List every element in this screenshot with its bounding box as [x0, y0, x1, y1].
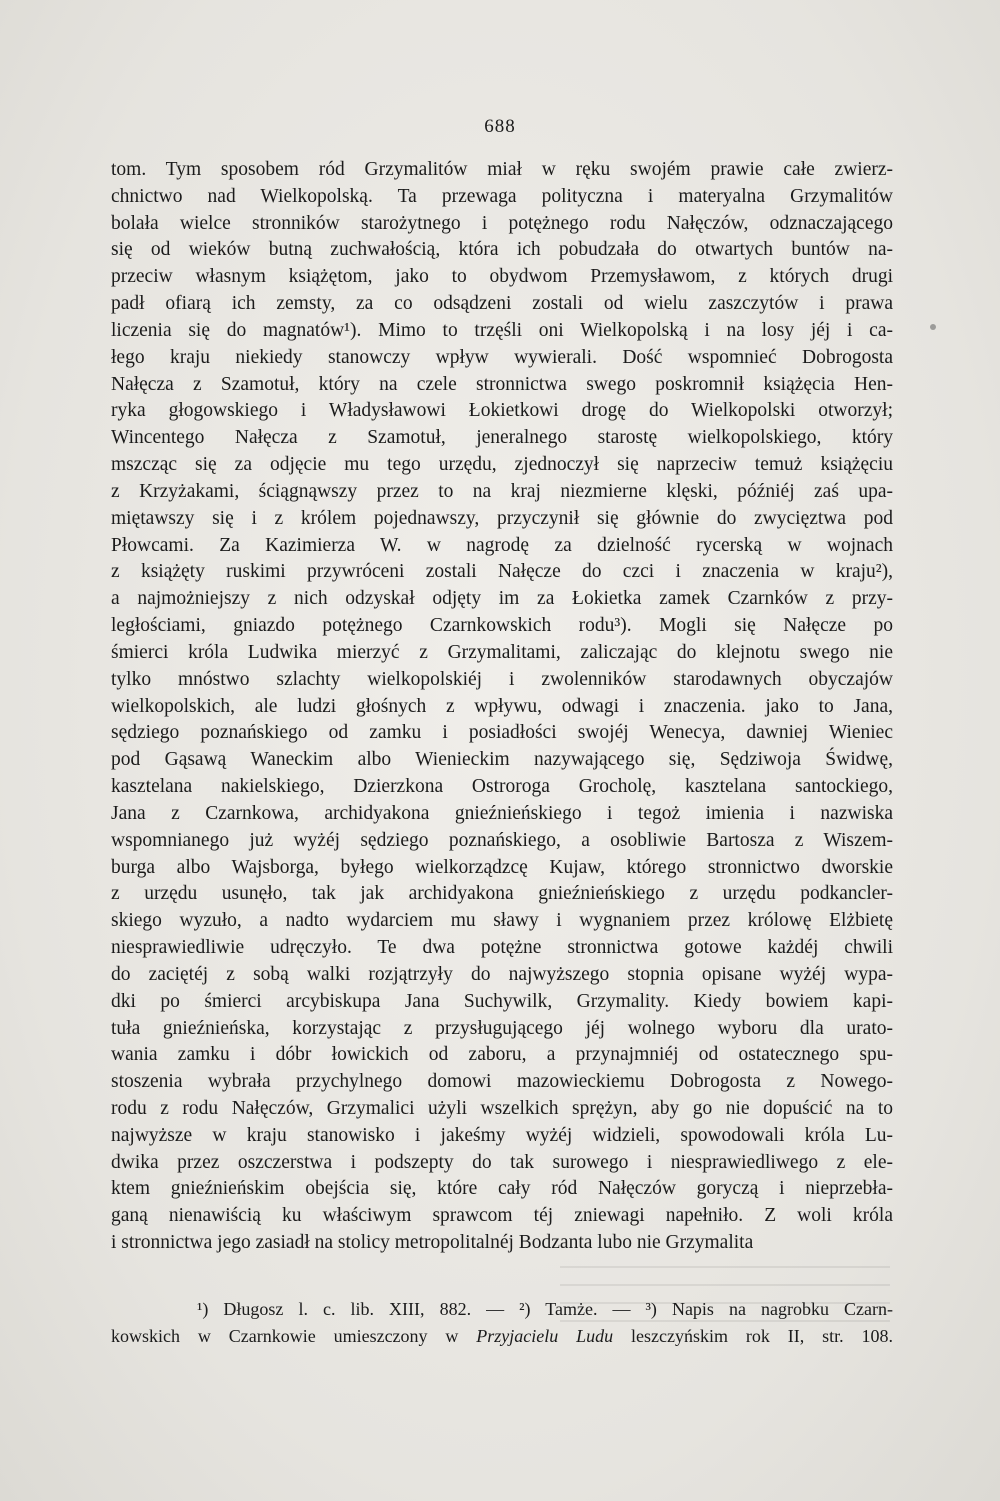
text-line: kasztelana nakielskiego, Dzierzkona Ostroroga Grocholę, kasztelana santockiego, [111, 776, 893, 798]
text-line: mszcząc się za odjęcie mu tego urzędu, zjednoczył się naprzeciw temuż książęciu [111, 454, 893, 476]
page-number: 688 [484, 116, 516, 137]
text-line: niesprawiedliwie udręczyło. Te dwa potężne stronnictwa gotowe każdéj chwili [111, 937, 893, 959]
text-line: Jana z Czarnkowa, archidyakona gnieźnieńskiego i tegoż imienia i nazwiska [111, 802, 893, 824]
text-line: dwika przez oszczerstwa i podszepty do tak surowego i niesprawiedliwego z ele- [111, 1151, 893, 1173]
text-line: Nałęcza z Szamotuł, który na czele stronnictwa swego poskromnił książęcia Hen- [111, 373, 893, 395]
text-line: śmierci króla Ludwika mierzyć z Grzymalitami, zaliczając do klejnotu swego nie [111, 641, 893, 663]
text-line: ryka głogowskiego i Władysławowi Łokietkowi drogę do Wielkopolski otworzył; [111, 400, 893, 422]
text-line: miętawszy się i z królem pojednawszy, przyczynił się głównie do zwycięztwa pod [111, 507, 893, 529]
text-line: burga albo Wajsborga, byłego wielkorządzcę Kujaw, którego stronnictwo dworskie [111, 856, 893, 878]
book-title: Przyjacielu Ludu [476, 1326, 614, 1346]
text-line: z książęty ruskimi przywróceni zostali Nałęcze do czci i znaczenia w kraju²), [111, 561, 893, 583]
text-line: bolała wielce stronników starożytnego i potężnego rodu Nałęczów, odznaczającego [111, 212, 893, 234]
text-line: dki po śmierci arcybiskupa Jana Suchywilk, Grzymality. Kiedy bowiem kapi- [111, 990, 893, 1012]
text-line: chnictwo nad Wielkopolską. Ta przewaga polityczna i materyalna Grzymalitów [111, 185, 893, 207]
text-line: padł ofiarą ich zemsty, za co odsądzeni zostali od wielu zaszczytów i prawa [111, 293, 893, 315]
text-line: ktem gnieźnieńskim obejścia się, które cały ród Nałęczów goryczą i nieprzebła- [111, 1178, 893, 1200]
text-line: się od wieków butną zuchwałością, która ich pobudzała do otwartych buntów na- [111, 239, 893, 261]
text-line: ganą nienawiścią ku właściwym sprawcom téj zniewagi napełniło. Z woli króla [111, 1205, 893, 1227]
text-line: wielkopolskich, ale ludzi głośnych z wpływu, odwagi i znaczenia. jako to Jana, [111, 695, 893, 717]
text-line: sędziego poznańskiego od zamku i posiadłości swojéj Wenecya, dawniej Wieniec [111, 722, 893, 744]
text-line: wania zamku i dóbr łowickich od zaboru, a przynajmniéj od ostatecznego spu- [111, 1044, 893, 1066]
footnote-line: ¹) Długosz l. c. lib. XIII, 882. — ²) Tamże. — ³) Napis na nagrobku Czarn- [197, 1299, 893, 1319]
text-line: najwyższe w kraju stanowisko i jakeśmy wyżéj widzieli, spowodowali króla Lu- [111, 1124, 893, 1146]
page-speck [930, 324, 936, 330]
text-line: tylko mnóstwo szlachty wielkopolskiéj i zwolenników starodawnych obyczajów [111, 668, 893, 690]
text-line: Wincentego Nałęcza z Szamotuł, jeneralnego starostę wielkopolskiego, który [111, 427, 893, 449]
text-line: stoszenia wybrała przychylnego domowi mazowieckiemu Dobrogosta z Nowego- [111, 1071, 893, 1093]
text-line: łego kraju niekiedy stanowczy wpływ wywierali. Dość wspomnieć Dobrogosta [111, 346, 893, 368]
body-text [111, 157, 893, 1257]
text-line: wspomnianego już wyżéj sędziego poznańskiego, a osobliwie Bartosza z Wiszem- [111, 829, 893, 851]
text-line: a najmożniejszy z nich odzyskał odjęty im za Łokietka zamek Czarnków z przy- [111, 588, 893, 610]
text-line: przeciw własnym książętom, jako to obydwom Przemysławom, z których drugi [111, 266, 893, 288]
text-line: pod Gąsawą Waneckim albo Wienieckim nazywającego się, Sędziwoja Świdwę, [111, 749, 893, 771]
text-line: z Krzyżakami, ściągnąwszy przez to na kraj niezmierne klęski, późniéj zaś upa- [111, 480, 893, 502]
text-line: rodu z rodu Nałęczów, Grzymalici użyli wszelkich sprężyn, aby go nie dopuścić na to [111, 1097, 893, 1119]
text-line: skiego wyzuło, a nadto wydarciem mu sławy i wygnaniem przez królowę Elżbietę [111, 910, 893, 932]
text-line: Płowcami. Za Kazimierza W. w nagrodę za dzielność rycerską w wojnach [111, 534, 893, 556]
text-line: do zaciętéj z sobą walki rozjątrzyły do najwyższego stopnia opisane wyżéj wypa- [111, 963, 893, 985]
footnote-line: kowskich w Czarnkowie umieszczony w Przyjacielu Ludu leszczyńskim rok II, str. 108. [111, 1326, 893, 1346]
text-line: i stronnictwa jego zasiadł na stolicy metropolitalnéj Bodzanta lubo nie Grzymalita [111, 1232, 754, 1254]
text-line: tuła gnieźnieńska, korzystając z przysługującego jéj wolnego wyboru dla urato- [111, 1017, 893, 1039]
footnotes [111, 1296, 893, 1350]
text-line: tom. Tym sposobem ród Grzymalitów miał w ręku swojém prawie całe zwierz- [111, 159, 893, 180]
text-line: z urzędu usunęło, tak jak archidyakona gnieźnieńskiego z urzędu podkancler- [111, 883, 893, 905]
text-line: ległościami, gniazdo potężnego Czarnkowskich rodu³). Mogli się Nałęcze po [111, 615, 893, 637]
text-line: liczenia się do magnatów¹). Mimo to trzęśli oni Wielkopolską i na losy jéj i ca- [111, 319, 893, 341]
